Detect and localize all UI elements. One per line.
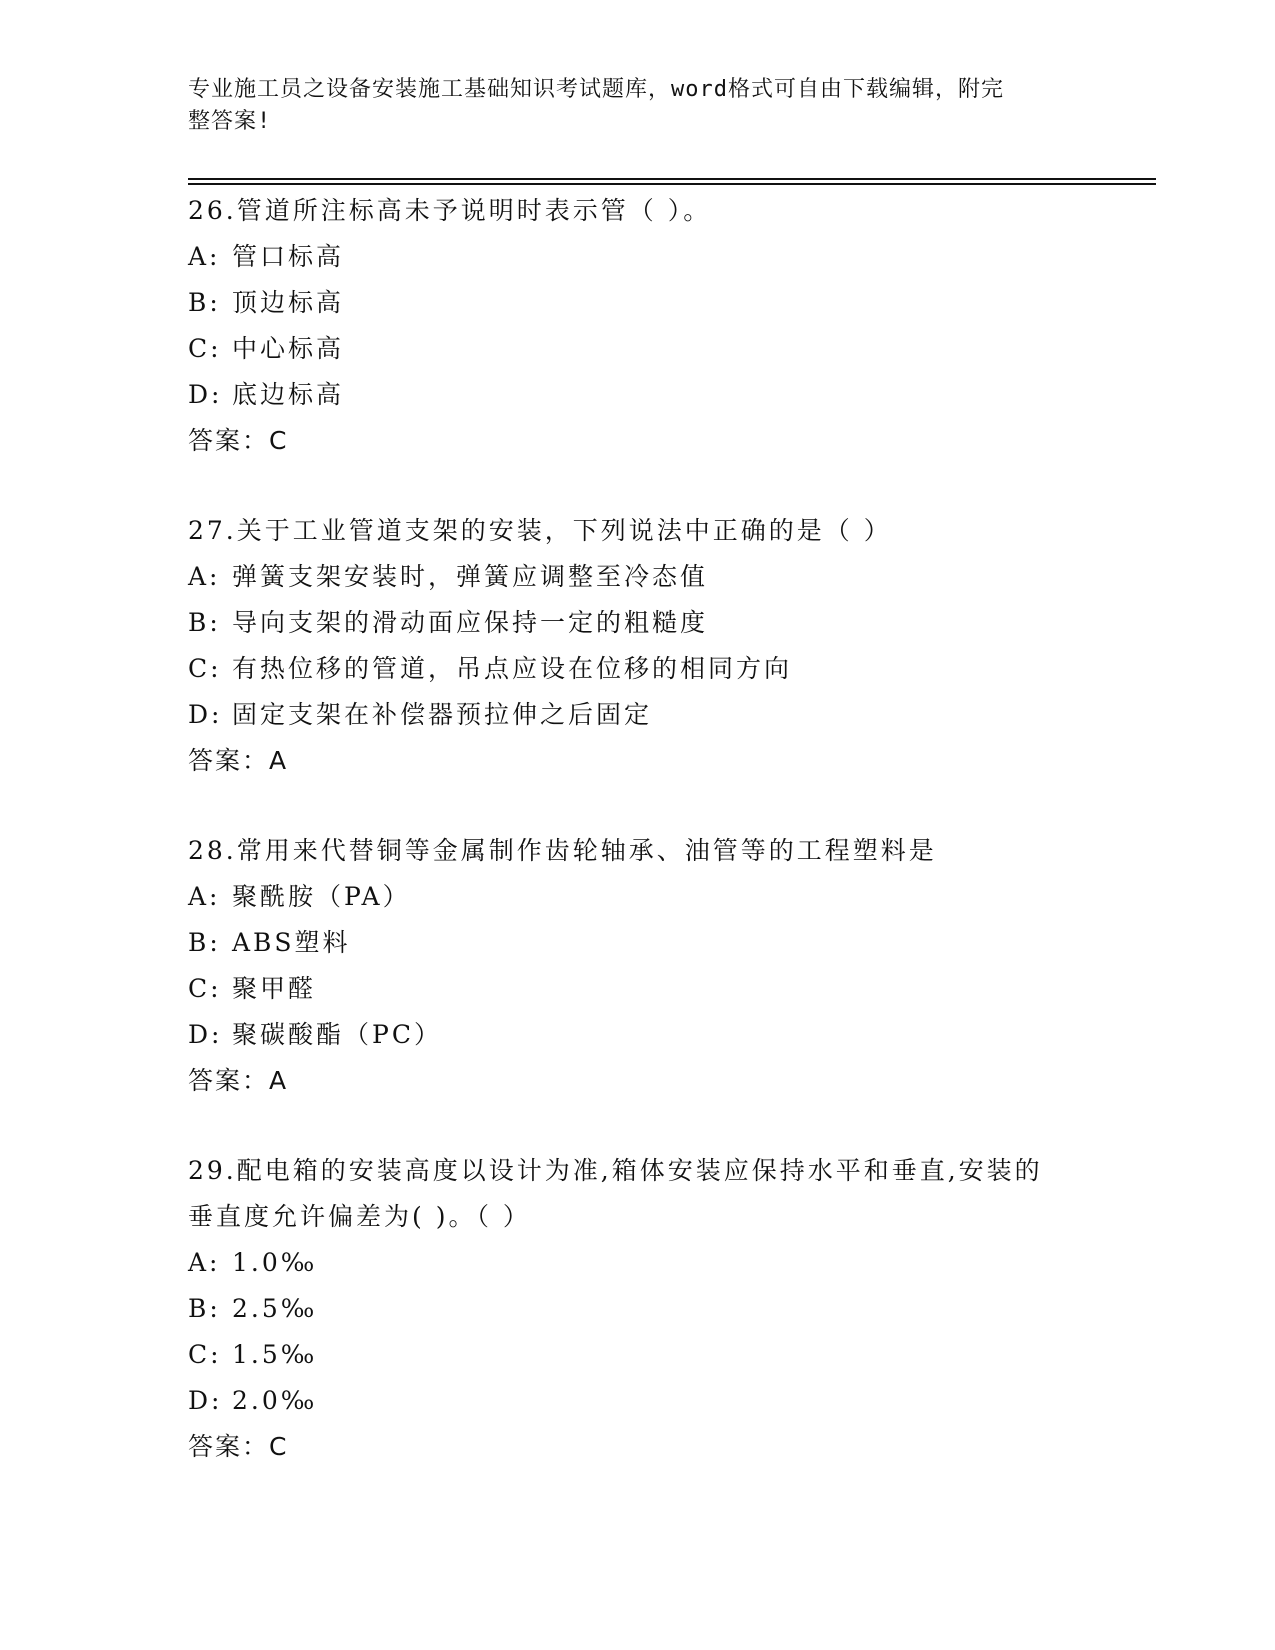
option-text: 1.0‰ [232,1248,318,1277]
option-text: 聚酰胺（PA） [232,882,411,911]
option-text: 固定支架在补偿器预拉伸之后固定 [232,700,653,729]
option-text: 1.5‰ [232,1340,318,1369]
option-letter: C: [188,334,222,363]
answer-line: 答案：A [188,1066,289,1095]
option-text: 管口标高 [232,242,345,271]
option-c [188,966,1088,1012]
option-text: 2.0‰ [232,1386,318,1415]
option-letter: A: [188,242,221,271]
option-text: 2.5‰ [232,1294,318,1323]
option-d [188,692,1088,738]
option-a [188,874,1088,920]
option-text: 底边标高 [232,380,345,409]
option-text: 顶边标高 [232,288,345,317]
question-stem-line-2: 垂直度允许偏差为( )。（ ） [188,1202,531,1231]
option-letter: B: [188,608,221,637]
option-letter: C: [188,1340,222,1369]
option-text: 弹簧支架安装时，弹簧应调整至冷态值 [232,562,709,591]
option-letter: B: [188,928,221,957]
option-letter: D: [188,380,223,409]
option-text: 有热位移的管道，吊点应设在位移的相同方向 [232,654,793,683]
option-a [188,554,1088,600]
answer-line: 答案：C [188,1432,289,1461]
option-letter: C: [188,654,222,683]
option-letter: D: [188,1020,223,1049]
question-block [188,508,1088,784]
option-d [188,372,1088,418]
question-stem: 27.关于工业管道支架的安装，下列说法中正确的是（ ） [188,516,892,545]
question-block [188,188,1088,464]
option-c [188,326,1088,372]
answer-line: 答案：A [188,746,289,775]
option-a [188,234,1088,280]
option-letter: C: [188,974,222,1003]
option-letter: B: [188,288,221,317]
question-block [188,828,1088,1104]
option-c [188,1332,1088,1378]
header-line-2: 整答案! [188,109,272,134]
option-letter: A: [188,562,221,591]
header-divider-top [188,178,1156,180]
option-letter: B: [188,1294,221,1323]
option-text: 聚甲醛 [232,974,317,1003]
answer-line: 答案：C [188,426,289,455]
question-stem: 26.管道所注标高未予说明时表示管（ ）。 [188,196,712,225]
option-letter: A: [188,1248,221,1277]
option-letter: A: [188,882,221,911]
option-letter: D: [188,700,223,729]
option-d [188,1378,1088,1424]
option-b [188,1286,1088,1332]
option-b [188,280,1088,326]
header-line-1: 专业施工员之设备安装施工基础知识考试题库，word格式可自由下载编辑，附完 [188,77,1004,102]
option-a [188,1240,1088,1286]
question-block [188,1148,1088,1470]
option-text: ABS塑料 [232,928,351,957]
question-stem: 28.常用来代替铜等金属制作齿轮轴承、油管等的工程塑料是 [188,836,937,865]
option-b [188,920,1088,966]
header-divider-bottom [188,183,1156,185]
question-stem-line-1: 29.配电箱的安装高度以设计为准,箱体安装应保持水平和垂直,安装的 [188,1156,1043,1185]
option-text: 聚碳酸酯（PC） [232,1020,442,1049]
option-d [188,1012,1088,1058]
option-letter: D: [188,1386,223,1415]
option-text: 导向支架的滑动面应保持一定的粗糙度 [232,608,709,637]
document-header [188,74,1068,138]
option-b [188,600,1088,646]
option-c [188,646,1088,692]
option-text: 中心标高 [232,334,345,363]
